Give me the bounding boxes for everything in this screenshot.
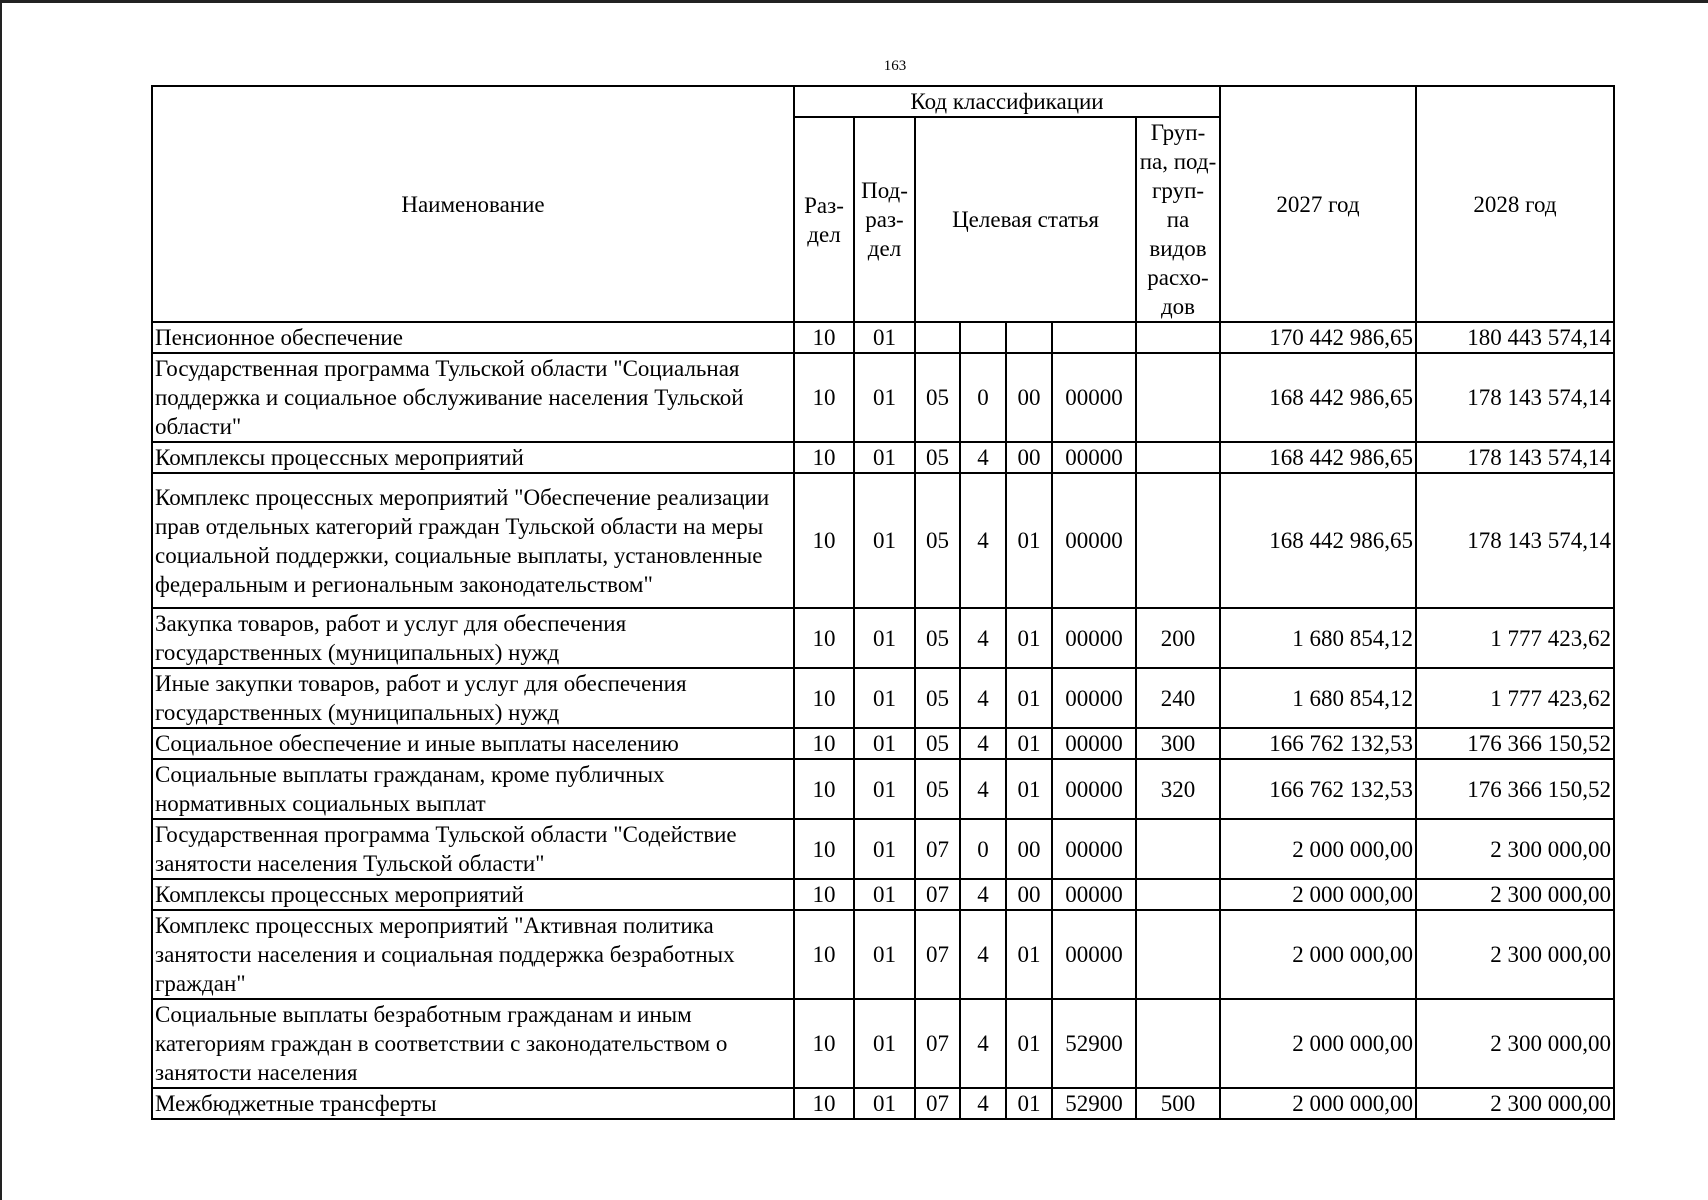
row-target-subprogram: 01: [1006, 668, 1052, 728]
row-amount-2027: 170 442 986,65: [1220, 322, 1416, 353]
row-subsection: 01: [854, 322, 915, 353]
row-amount-2027: 2 000 000,00: [1220, 819, 1416, 879]
row-target-direction: [1052, 322, 1136, 353]
scan-border-left: [0, 0, 2, 1200]
header-label-line: Раз-: [804, 192, 844, 218]
row-target-program: 07: [915, 1088, 960, 1119]
row-section: 10: [794, 442, 854, 473]
row-expense-group: 320: [1136, 759, 1220, 819]
row-section: 10: [794, 1088, 854, 1119]
row-target-type: 4: [960, 608, 1006, 668]
row-amount-2028: 176 366 150,52: [1416, 759, 1614, 819]
row-section: 10: [794, 819, 854, 879]
scan-border-top: [0, 0, 1708, 3]
row-amount-2027: 168 442 986,65: [1220, 473, 1416, 608]
row-name: Закупка товаров, работ и услуг для обеспечения государственных (муниципальных) нужд: [152, 608, 794, 668]
row-subsection: 01: [854, 473, 915, 608]
row-amount-2027: 2 000 000,00: [1220, 1088, 1416, 1119]
row-amount-2028: 2 300 000,00: [1416, 910, 1614, 999]
row-expense-group: [1136, 322, 1220, 353]
row-subsection: 01: [854, 879, 915, 910]
header-name: Наименование: [152, 86, 794, 322]
header-label-line: па, под-: [1139, 149, 1217, 174]
row-amount-2028: 178 143 574,14: [1416, 442, 1614, 473]
row-amount-2027: 2 000 000,00: [1220, 999, 1416, 1088]
table-row: [152, 473, 1614, 608]
table-row: [152, 608, 1614, 668]
row-expense-group: 500: [1136, 1088, 1220, 1119]
table-row: [152, 728, 1614, 759]
row-section: 10: [794, 910, 854, 999]
header-label-line: Груп-: [1150, 120, 1206, 145]
row-expense-group: [1136, 910, 1220, 999]
row-target-program: 07: [915, 879, 960, 910]
row-subsection: 01: [854, 819, 915, 879]
row-section: 10: [794, 608, 854, 668]
row-amount-2028: 178 143 574,14: [1416, 353, 1614, 442]
row-target-program: 05: [915, 759, 960, 819]
row-amount-2028: 180 443 574,14: [1416, 322, 1614, 353]
header-label-line: дел: [807, 221, 841, 247]
row-subsection: 01: [854, 353, 915, 442]
table-row: [152, 759, 1614, 819]
table-row: [152, 910, 1614, 999]
row-target-direction: 00000: [1052, 910, 1136, 999]
row-amount-2027: 1 680 854,12: [1220, 668, 1416, 728]
row-subsection: 01: [854, 728, 915, 759]
row-section: 10: [794, 728, 854, 759]
header-year-2028: 2028 год: [1416, 86, 1614, 322]
row-target-subprogram: 00: [1006, 819, 1052, 879]
table-row: [152, 999, 1614, 1088]
row-target-type: 4: [960, 728, 1006, 759]
row-amount-2027: 168 442 986,65: [1220, 353, 1416, 442]
row-expense-group: [1136, 353, 1220, 442]
row-target-type: 0: [960, 353, 1006, 442]
row-section: 10: [794, 759, 854, 819]
header-label-line: Под-: [861, 178, 908, 203]
row-target-type: 4: [960, 473, 1006, 608]
header-section: [794, 117, 854, 322]
row-amount-2028: 178 143 574,14: [1416, 473, 1614, 608]
row-target-program: 05: [915, 442, 960, 473]
row-expense-group: 240: [1136, 668, 1220, 728]
budget-table: [151, 85, 1615, 1120]
row-amount-2028: 2 300 000,00: [1416, 999, 1614, 1088]
row-target-type: 4: [960, 999, 1006, 1088]
row-target-type: 4: [960, 759, 1006, 819]
row-target-program: [915, 322, 960, 353]
row-amount-2027: 166 762 132,53: [1220, 759, 1416, 819]
row-name: Комплексы процессных мероприятий: [152, 879, 794, 910]
row-target-direction: 00000: [1052, 353, 1136, 442]
row-target-direction: 00000: [1052, 728, 1136, 759]
header-target-article: Целевая статья: [915, 117, 1136, 322]
row-expense-group: [1136, 473, 1220, 608]
row-section: 10: [794, 322, 854, 353]
row-name: Комплексы процессных мероприятий: [152, 442, 794, 473]
row-target-program: 05: [915, 728, 960, 759]
table-row: [152, 668, 1614, 728]
page-number: 163: [883, 58, 907, 74]
row-amount-2027: 166 762 132,53: [1220, 728, 1416, 759]
row-amount-2028: 1 777 423,62: [1416, 608, 1614, 668]
row-name: Государственная программа Тульской области "Содействие занятости населения Тульской области": [152, 819, 794, 879]
row-section: 10: [794, 353, 854, 442]
row-amount-2028: 2 300 000,00: [1416, 819, 1614, 879]
row-target-direction: 52900: [1052, 1088, 1136, 1119]
row-target-type: [960, 322, 1006, 353]
row-target-subprogram: 00: [1006, 353, 1052, 442]
row-name: Социальное обеспечение и иные выплаты населению: [152, 728, 794, 759]
row-target-direction: 00000: [1052, 759, 1136, 819]
row-amount-2027: 2 000 000,00: [1220, 879, 1416, 910]
row-name: Комплекс процессных мероприятий "Активная политика занятости населения и социальная поддержка безработных граждан": [152, 910, 794, 999]
row-amount-2027: 168 442 986,65: [1220, 442, 1416, 473]
row-amount-2028: 176 366 150,52: [1416, 728, 1614, 759]
row-subsection: 01: [854, 910, 915, 999]
row-section: 10: [794, 879, 854, 910]
header-label-line: груп-: [1151, 178, 1205, 203]
header-label-line: видов: [1149, 236, 1207, 261]
row-name: Пенсионное обеспечение: [152, 322, 794, 353]
row-amount-2028: 1 777 423,62: [1416, 668, 1614, 728]
table-row: [152, 1088, 1614, 1119]
row-name: Комплекс процессных мероприятий "Обеспечение реализации прав отдельных категорий граждан Тульской области на меры социальной поддержки, социальные выплаты, установленные федеральным и региональным законодательством": [152, 473, 794, 608]
row-subsection: 01: [854, 999, 915, 1088]
row-target-subprogram: [1006, 322, 1052, 353]
row-target-direction: 00000: [1052, 473, 1136, 608]
row-amount-2028: 2 300 000,00: [1416, 879, 1614, 910]
row-target-type: 4: [960, 442, 1006, 473]
row-target-direction: 00000: [1052, 608, 1136, 668]
row-name: Межбюджетные трансферты: [152, 1088, 794, 1119]
row-expense-group: 300: [1136, 728, 1220, 759]
row-target-subprogram: 01: [1006, 910, 1052, 999]
row-target-type: 4: [960, 1088, 1006, 1119]
row-target-subprogram: 00: [1006, 879, 1052, 910]
row-target-subprogram: 01: [1006, 473, 1052, 608]
row-target-subprogram: 01: [1006, 759, 1052, 819]
table-row: [152, 322, 1614, 353]
row-target-direction: 00000: [1052, 879, 1136, 910]
row-target-program: 07: [915, 819, 960, 879]
table-row: [152, 879, 1614, 910]
header-label-line: дел: [867, 236, 902, 261]
row-name: Иные закупки товаров, работ и услуг для обеспечения государственных (муниципальных) нужд: [152, 668, 794, 728]
row-expense-group: [1136, 442, 1220, 473]
table-row: [152, 819, 1614, 879]
row-subsection: 01: [854, 668, 915, 728]
row-target-program: 07: [915, 999, 960, 1088]
row-expense-group: [1136, 999, 1220, 1088]
row-subsection: 01: [854, 608, 915, 668]
row-amount-2027: 1 680 854,12: [1220, 608, 1416, 668]
table-row: [152, 353, 1614, 442]
row-section: 10: [794, 999, 854, 1088]
row-target-program: 05: [915, 668, 960, 728]
row-target-program: 07: [915, 910, 960, 999]
header-expense-group: [1136, 117, 1220, 322]
row-section: 10: [794, 473, 854, 608]
row-target-type: 4: [960, 668, 1006, 728]
row-amount-2028: 2 300 000,00: [1416, 1088, 1614, 1119]
header-label-line: па: [1166, 207, 1190, 232]
row-name: Социальные выплаты гражданам, кроме публичных нормативных социальных выплат: [152, 759, 794, 819]
header-label-line: раз-: [865, 207, 904, 232]
row-target-subprogram: 01: [1006, 608, 1052, 668]
row-expense-group: 200: [1136, 608, 1220, 668]
row-name: Государственная программа Тульской области "Социальная поддержка и социальное обслуживание населения Тульской области": [152, 353, 794, 442]
row-section: 10: [794, 668, 854, 728]
row-target-direction: 00000: [1052, 442, 1136, 473]
header-label-line: расхо-: [1147, 265, 1209, 290]
row-target-direction: 00000: [1052, 668, 1136, 728]
row-subsection: 01: [854, 442, 915, 473]
row-subsection: 01: [854, 1088, 915, 1119]
row-target-direction: 00000: [1052, 819, 1136, 879]
row-target-subprogram: 01: [1006, 1088, 1052, 1119]
row-name: Социальные выплаты безработным гражданам и иным категориям граждан в соответствии с законодательством о занятости населения: [152, 999, 794, 1088]
row-target-subprogram: 01: [1006, 999, 1052, 1088]
row-target-program: 05: [915, 473, 960, 608]
row-expense-group: [1136, 879, 1220, 910]
row-target-type: 0: [960, 819, 1006, 879]
header-label-line: дов: [1160, 294, 1196, 319]
row-subsection: 01: [854, 759, 915, 819]
row-target-program: 05: [915, 608, 960, 668]
header-year-2027: 2027 год: [1220, 86, 1416, 322]
row-target-type: 4: [960, 879, 1006, 910]
row-target-program: 05: [915, 353, 960, 442]
row-expense-group: [1136, 819, 1220, 879]
row-target-type: 4: [960, 910, 1006, 999]
header-subsection: [854, 117, 915, 322]
row-target-subprogram: 01: [1006, 728, 1052, 759]
header-classification-code: Код классификации: [794, 86, 1220, 117]
row-amount-2027: 2 000 000,00: [1220, 910, 1416, 999]
row-target-subprogram: 00: [1006, 442, 1052, 473]
row-target-direction: 52900: [1052, 999, 1136, 1088]
table-row: [152, 442, 1614, 473]
